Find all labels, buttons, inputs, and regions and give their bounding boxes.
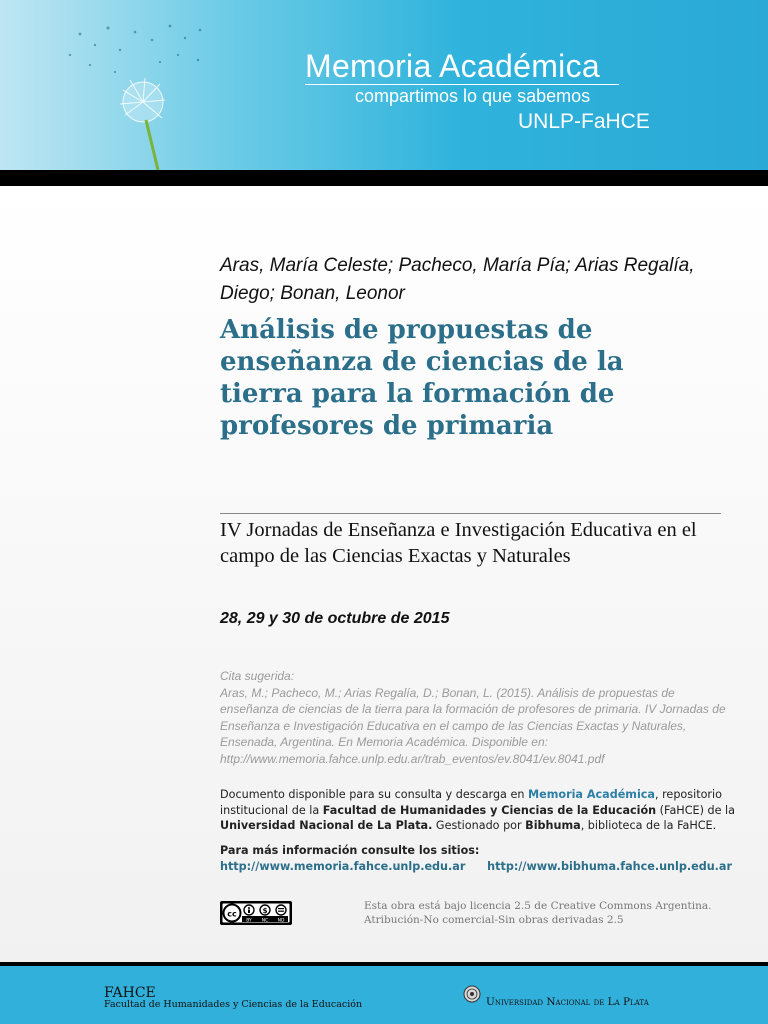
faculty-name: Facultad de Humanidades y Ciencias de la Educación — [322, 803, 657, 817]
cc-by-label: BY — [246, 918, 252, 924]
dandelion-icon — [60, 20, 210, 170]
fahce-logo-subtitle: Facultad de Humanidades y Ciencias de la Educación — [104, 999, 363, 1010]
citation-text: Aras, M.; Pacheco, M.; Arias Regalía, D.; Bonan, L. (2015). Análisis de propuestas de enseñanza de ciencias de la tierra para la formación de profesores de primaria. IV Jornadas de Enseñanza e Investigación Educativa en el campo de las Ciencias Exactas y Naturales, Ensenada, Argentina. En Memoria Académica. Disponible en: — [220, 685, 726, 749]
memoria-url-link[interactable]: http://www.memoria.fahce.unlp.edu.ar — [220, 859, 466, 873]
institution-label: UNLP-FaHCE — [518, 110, 650, 133]
document-title: Análisis de propuestas de enseñanza de ciencias de la tierra para la formación de profesores de primaria — [220, 315, 624, 441]
section-divider — [220, 513, 721, 514]
bibhuma-url-link[interactable]: http://www.bibhuma.fahce.unlp.edu.ar — [487, 859, 732, 873]
fahce-logo-title: FAHCE — [104, 985, 156, 1001]
title-rule — [305, 84, 619, 85]
note-text: Documento disponible para su consulta y descarga en — [220, 788, 528, 801]
svg-text:cc: cc — [227, 909, 237, 919]
header-separator — [0, 170, 768, 186]
cc-nd-label: ND — [277, 918, 285, 924]
cc-nc-label: NC — [261, 918, 269, 924]
svg-text:$: $ — [262, 907, 268, 915]
authors: Aras, María Celeste; Pacheco, María Pía; Arias Regalía, Diego; Bonan, Leonor — [220, 255, 695, 304]
more-info-label: Para más información consulte los sitios: — [220, 844, 480, 857]
suggested-citation — [220, 668, 730, 767]
site-tagline: compartimos lo que sabemos — [355, 86, 591, 106]
availability-note — [220, 787, 740, 834]
header-banner — [0, 0, 768, 170]
license-line-1: Esta obra está bajo licencia 2.5 de Creative Commons Argentina. — [364, 900, 712, 912]
site-title: Memoria Académica — [305, 48, 600, 84]
creative-commons-badge-icon[interactable] — [220, 901, 292, 925]
unlp-name: Universidad Nacional de La Plata — [486, 996, 649, 1008]
unlp-seal-icon — [463, 985, 481, 1003]
note-text: Gestionado por — [432, 819, 526, 832]
note-text: , biblioteca de la FaHCE. — [580, 819, 717, 832]
license-line-2: Atribución-No comercial-Sin obras derivadas 2.5 — [364, 914, 624, 926]
more-info — [220, 843, 750, 874]
university-name: Universidad Nacional de La Plata. — [220, 819, 433, 832]
note-text: (FaHCE) de la — [656, 803, 736, 817]
event-name: IV Jornadas de Enseñanza e Investigación Educativa en el campo de las Ciencias Exactas y Naturales — [220, 519, 697, 567]
bibhuma-name: Bibhuma — [525, 819, 581, 832]
event-date: 28, 29 y 30 de octubre de 2015 — [220, 610, 450, 627]
citation-label: Cita sugerida: — [220, 669, 295, 683]
memoria-link[interactable]: Memoria Académica — [528, 788, 655, 801]
license-text — [364, 899, 724, 927]
citation-url[interactable]: http://www.memoria.fahce.unlp.edu.ar/trab_eventos/ev.8041/ev.8041.pdf — [220, 751, 605, 766]
note-text: , repositorio institucional de la — [220, 788, 722, 817]
